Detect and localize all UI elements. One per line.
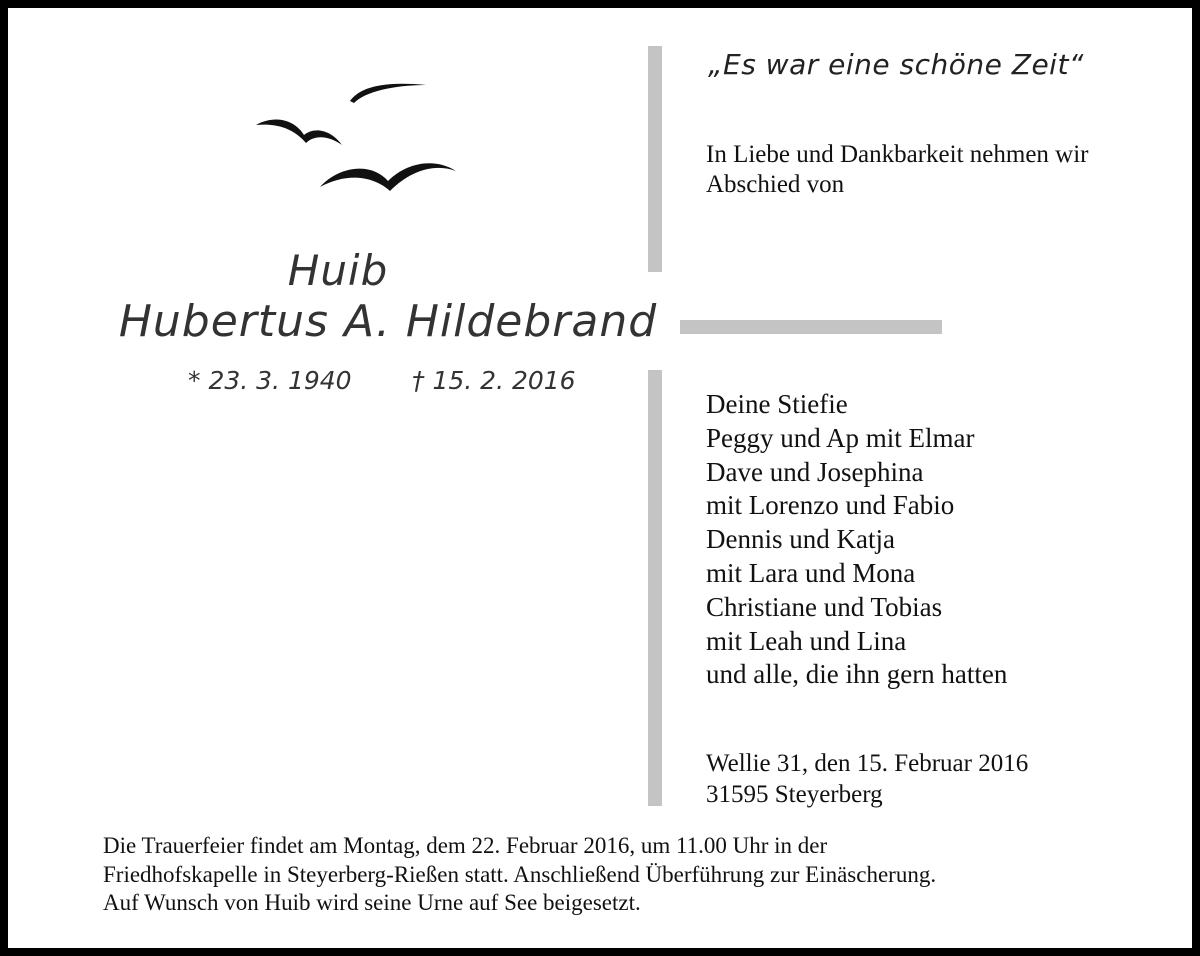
address-line-date: Wellie 31, den 15. Februar 2016 — [706, 750, 1029, 777]
mourner-item: mit Lara und Mona — [706, 557, 916, 588]
death-date: † 15. 2. 2016 — [412, 366, 576, 395]
address-line-city: 31595 Steyerberg — [706, 781, 883, 808]
mourner-item: mit Leah und Lina — [706, 625, 907, 656]
mourner-item: Dennis und Katja — [706, 524, 895, 555]
cross-vertical-upper — [648, 46, 662, 272]
intro-text: In Liebe und Dankbarkeit nehmen wir Abschied von — [706, 141, 1089, 198]
deceased-nickname: Huib — [287, 246, 389, 295]
deceased-full-name: Hubertus A. Hildebrand — [118, 296, 658, 347]
service-line: Die Trauerfeier findet am Montag, dem 22. Februar 2016, um 11.00 Uhr in der — [103, 833, 828, 858]
birth-date: * 23. 3. 1940 — [188, 366, 352, 395]
motto: „Es war eine schöne Zeit“ — [708, 48, 1084, 81]
service-line: Auf Wunsch von Huib wird seine Urne auf See beigesetzt. — [103, 890, 641, 915]
mourner-item: Deine Stiefie — [706, 389, 848, 419]
mourner-item: Christiane und Tobias — [706, 591, 943, 622]
cross-horizontal — [680, 320, 942, 334]
service-line: Friedhofskapelle in Steyerberg-Rießen statt. Anschließend Überführung zur Einäscherung. — [103, 861, 937, 887]
mourners-list — [706, 388, 1007, 692]
mourner-item: und alle, die ihn gern hatten — [706, 659, 1008, 690]
mourner-item: mit Lorenzo und Fabio — [706, 490, 955, 521]
mourner-item: Peggy und Ap mit Elmar — [706, 422, 975, 453]
service-notice — [103, 832, 1163, 918]
cross-vertical-lower — [648, 370, 662, 806]
obituary-card — [8, 8, 1192, 948]
address-block — [706, 748, 1028, 810]
mourner-item: Dave und Josephina — [706, 456, 924, 487]
birds-icon — [238, 63, 458, 198]
